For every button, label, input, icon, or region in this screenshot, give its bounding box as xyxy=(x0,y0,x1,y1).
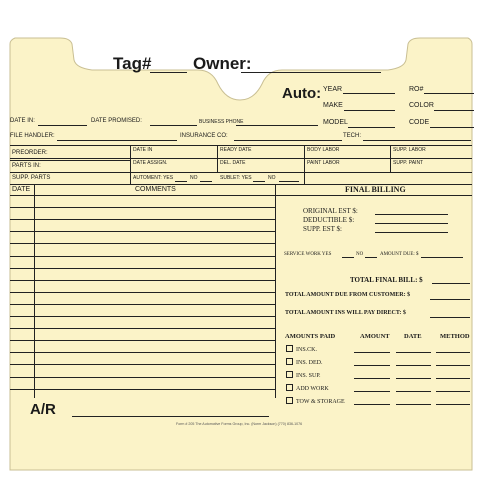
service-no-field[interactable] xyxy=(365,257,377,258)
make-field[interactable] xyxy=(344,110,395,111)
automent-yes-field[interactable] xyxy=(175,181,187,182)
amount-row-field[interactable] xyxy=(354,391,390,392)
insurance-co-field[interactable] xyxy=(234,140,342,141)
comment-row-line[interactable] xyxy=(10,377,275,378)
comment-row-line[interactable] xyxy=(10,219,275,220)
total-final-bill-field[interactable] xyxy=(432,283,470,284)
date-promised-label: DATE PROMISED: xyxy=(91,118,142,124)
comment-row-line[interactable] xyxy=(10,389,275,390)
ready-date-label: READY DATE xyxy=(220,147,252,153)
grid-divider xyxy=(390,145,391,172)
amount-row-label: TOW & STORAGE xyxy=(296,399,345,405)
sublet-label: SUBLET: YES xyxy=(220,175,252,181)
supp-paint-label: SUPP. PAINT xyxy=(393,160,424,166)
method-header: METHOD xyxy=(440,333,470,340)
comment-row-line[interactable] xyxy=(10,292,275,293)
comment-row-line[interactable] xyxy=(10,304,275,305)
comment-row-line[interactable] xyxy=(10,207,275,208)
total-from-customer-label: TOTAL AMOUNT DUE FROM CUSTOMER: $ xyxy=(285,292,411,298)
amounts-paid-header: AMOUNTS PAID xyxy=(285,333,336,340)
model-field[interactable] xyxy=(348,127,395,128)
ar-label: A/R xyxy=(30,401,56,418)
deductible-field[interactable] xyxy=(375,223,448,224)
total-ins-pay-label: TOTAL AMOUNT INS WILL PAY DIRECT: $ xyxy=(285,310,406,316)
year-label: YEAR xyxy=(323,86,343,93)
amount-row-field[interactable] xyxy=(436,378,470,379)
tech-label: TECH: xyxy=(343,133,361,139)
final-billing-title: FINAL BILLING xyxy=(345,185,406,194)
grid-date-in-label: DATE IN xyxy=(133,147,153,153)
sublet-yes-field[interactable] xyxy=(253,181,265,182)
grid-divider xyxy=(130,145,131,184)
amount-row-field[interactable] xyxy=(396,391,431,392)
comment-row-line[interactable] xyxy=(10,243,275,244)
total-ins-pay-field[interactable] xyxy=(430,317,470,318)
model-label: MODEL xyxy=(323,119,348,126)
supp-est-field[interactable] xyxy=(375,232,448,233)
tag-label: Tag# xyxy=(113,54,152,73)
date-in-field[interactable] xyxy=(38,125,87,126)
original-est-field[interactable] xyxy=(375,214,448,215)
body-labor-label: BODY LABOR xyxy=(307,147,340,153)
paint-labor-label: PAINT LABOR xyxy=(307,160,340,166)
color-field[interactable] xyxy=(434,110,474,111)
amount-row-field[interactable] xyxy=(396,404,431,405)
total-final-bill-label: TOTAL FINAL BILL: $ xyxy=(350,276,423,284)
file-handler-label: FILE HANDLER: xyxy=(10,133,55,139)
tech-field[interactable] xyxy=(363,140,471,141)
comments-right-border xyxy=(275,184,276,398)
comment-row-line[interactable] xyxy=(10,195,275,196)
date-in-label: DATE IN: xyxy=(10,118,35,124)
amount-row xyxy=(286,397,345,405)
amount-row-field[interactable] xyxy=(354,404,390,405)
business-phone-label: BUSINESS PHONE xyxy=(199,119,244,125)
total-from-customer-field[interactable] xyxy=(430,299,470,300)
parts-top-rule xyxy=(10,145,472,146)
comment-row-line[interactable] xyxy=(10,352,275,353)
checkbox[interactable] xyxy=(286,371,293,378)
checkbox[interactable] xyxy=(286,345,293,352)
comment-row-line[interactable] xyxy=(10,340,275,341)
amount-row-field[interactable] xyxy=(396,352,431,353)
date-header: DATE xyxy=(404,333,422,340)
supp-parts-label: SUPP. PARTS xyxy=(12,175,51,181)
comment-row-line[interactable] xyxy=(10,256,275,257)
owner-field[interactable] xyxy=(241,72,381,73)
amount-row-field[interactable] xyxy=(354,352,390,353)
file-handler-field[interactable] xyxy=(57,140,177,141)
amount-row xyxy=(286,371,321,379)
supp-est-label: SUPP. EST $: xyxy=(303,225,342,233)
checkbox[interactable] xyxy=(286,358,293,365)
owner-label: Owner: xyxy=(193,54,252,73)
date-promised-field[interactable] xyxy=(150,125,197,126)
comments-date-divider xyxy=(34,184,35,398)
code-field[interactable] xyxy=(430,127,474,128)
original-est-label: ORIGINAL EST $: xyxy=(303,207,358,215)
grid-divider xyxy=(304,145,305,184)
service-work-label: SERVICE WORK YES xyxy=(284,252,332,257)
amount-row-field[interactable] xyxy=(354,365,390,366)
billing-title-rule xyxy=(275,195,472,196)
amount-row-label: ADD WORK xyxy=(296,386,329,392)
amount-row-field[interactable] xyxy=(436,352,470,353)
amount-row-field[interactable] xyxy=(354,378,390,379)
comment-row-line[interactable] xyxy=(10,328,275,329)
amount-row-label: INS. SUP. xyxy=(296,373,321,379)
sublet-no-label: NO xyxy=(268,175,276,181)
year-field[interactable] xyxy=(343,93,395,94)
ro-field[interactable] xyxy=(424,93,474,94)
amount-row xyxy=(286,358,323,366)
insurance-co-label: INSURANCE CO: xyxy=(180,133,228,139)
automent-no-field[interactable] xyxy=(200,181,212,182)
amount-header: AMOUNT xyxy=(360,333,390,340)
tag-field[interactable] xyxy=(150,72,187,73)
make-label: MAKE xyxy=(323,102,343,109)
form-credit: Form # 205 The Automotive Forms Group, Inc. (Norm Jackson) (770) 836-1076 xyxy=(176,422,303,426)
del-date-label: DEL. DATE xyxy=(220,160,246,166)
checkbox[interactable] xyxy=(286,384,293,391)
comment-row-line[interactable] xyxy=(10,316,275,317)
color-label: COLOR xyxy=(409,102,434,109)
amount-row-field[interactable] xyxy=(436,404,470,405)
preorder-rule xyxy=(10,160,130,161)
comment-row-line[interactable] xyxy=(10,364,275,365)
date-assign-label: DATE ASSIGN. xyxy=(133,160,168,166)
deductible-label: DEDUCTIBLE $: xyxy=(303,216,355,224)
comment-row-line[interactable] xyxy=(10,231,275,232)
parts-in-rule xyxy=(10,172,472,173)
amount-row-field[interactable] xyxy=(396,378,431,379)
amount-row xyxy=(286,345,317,353)
amount-row-field[interactable] xyxy=(436,365,470,366)
service-yes-field[interactable] xyxy=(342,257,354,258)
comment-row-line[interactable] xyxy=(10,268,275,269)
checkbox[interactable] xyxy=(286,397,293,404)
amount-row-field[interactable] xyxy=(436,391,470,392)
amount-row-label: INS. DED. xyxy=(296,360,323,366)
supp-labor-label: SUPP. LABOR xyxy=(393,147,426,153)
amount-row-label: INS.CK. xyxy=(296,347,318,353)
business-phone-field[interactable] xyxy=(236,125,318,126)
amount-row-field[interactable] xyxy=(396,365,431,366)
grid-mid-rule xyxy=(10,158,472,159)
automent-label: AUTOMENT: YES xyxy=(133,175,174,181)
grid-divider xyxy=(217,145,218,172)
service-no-label: NO xyxy=(356,252,364,257)
ro-label: RO# xyxy=(409,86,424,93)
amount-due-field[interactable] xyxy=(421,257,463,258)
auto-label: Auto: xyxy=(282,85,322,102)
automent-no-label: NO xyxy=(190,175,198,181)
parts-in-label: PARTS IN: xyxy=(12,163,41,169)
amount-row xyxy=(286,384,329,392)
sublet-no-field[interactable] xyxy=(279,181,299,182)
code-label: CODE xyxy=(409,119,430,126)
comments-date-header: DATE xyxy=(12,186,31,193)
comments-header: COMMENTS xyxy=(135,186,176,193)
ar-field[interactable] xyxy=(72,416,269,417)
amount-due-label: AMOUNT DUE: $ xyxy=(380,252,419,257)
comment-row-line[interactable] xyxy=(10,280,275,281)
preorder-label: PREORDER: xyxy=(12,150,48,156)
